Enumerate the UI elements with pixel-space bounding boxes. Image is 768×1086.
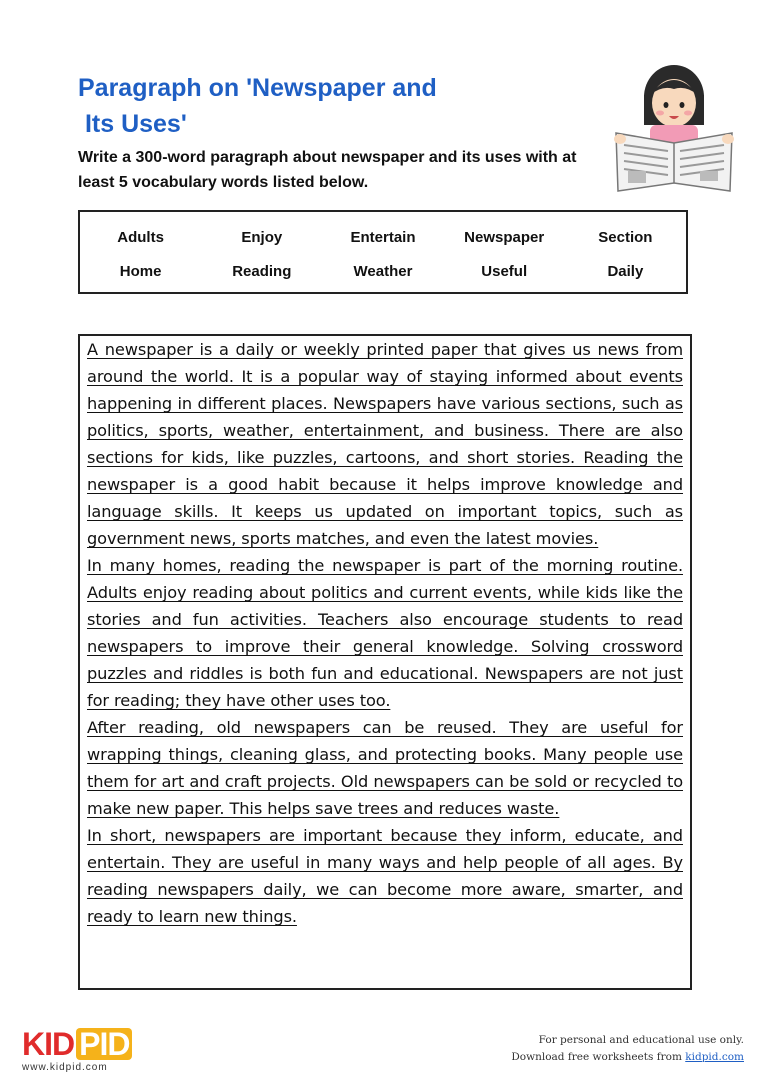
title-line-1: Paragraph on 'Newspaper and: [78, 74, 437, 102]
footer-download-prefix: Download free worksheets from: [511, 1051, 686, 1063]
vocabulary-grid: [80, 212, 686, 289]
vocab-word: Home: [119, 263, 162, 280]
logo-kid: KID: [22, 1026, 75, 1062]
vocab-word: Weather: [353, 263, 413, 280]
logo-wordmark: [22, 1028, 132, 1060]
vocab-word: Daily: [607, 263, 644, 280]
vocabulary-box: [78, 210, 688, 294]
vocab-word: Newspaper: [464, 229, 545, 246]
footer-download-line: [511, 1049, 744, 1066]
girl-reading-newspaper-icon: [612, 55, 737, 195]
vocab-word: Section: [598, 229, 653, 246]
footer-note: [511, 1032, 744, 1066]
instruction-text: Write a 300-word paragraph about newspaper and its uses with at least 5 vocabulary words listed below.: [78, 149, 577, 191]
title-line-2: Its Uses': [78, 110, 187, 138]
vocab-word: Useful: [481, 263, 528, 280]
logo-url: www.kidpid.com: [22, 1062, 108, 1073]
passage-paragraph-4: In short, newspapers are important because they inform, educate, and entertain. They are useful in many ways and help people of all ages. By reading newspapers daily, we can become more aware, smarter, and ready to learn new things.: [87, 826, 683, 926]
logo-pid: PID: [76, 1028, 132, 1060]
answer-passage-box: [78, 334, 692, 990]
footer-usage-line: For personal and educational use only.: [538, 1034, 744, 1046]
kidpid-logo: [22, 1028, 132, 1076]
passage-paragraph-1: A newspaper is a daily or weekly printed paper that gives us news from around the world. It is a popular way of staying informed about events happening in different places. Newspapers have various sections, such as politics, sports, weather, entertainment, and business. There are also sections for kids, like puzzles, cartoons, and short stories. Reading the newspaper is a good habit because it helps improve knowledge and language skills. It keeps us updated on important topics, such as government news, sports matches, and even the latest movies.: [87, 340, 683, 548]
passage-paragraph-2: In many homes, reading the newspaper is part of the morning routine. Adults enjoy reading about politics and current events, while kids like the stories and fun activities. Teachers also encourage students to read newspapers to improve their general knowledge. Solving crossword puzzles and riddles is both fun and educational. Newspapers are not just for reading; they have other uses too.: [87, 556, 683, 710]
page-title: [78, 70, 518, 142]
vocab-word: Reading: [232, 263, 292, 280]
vocab-word: Adults: [117, 229, 164, 246]
vocab-word: Enjoy: [241, 229, 283, 246]
passage-paragraph-3: After reading, old newspapers can be reused. They are useful for wrapping things, cleaning glass, and protecting books. Many people use them for art and craft projects. Old newspapers can be sold or recycled to make new paper. This helps save trees and reduces waste.: [87, 718, 683, 818]
footer-kidpid-link[interactable]: kidpid.com: [685, 1051, 744, 1063]
vocab-word: Entertain: [350, 229, 416, 246]
